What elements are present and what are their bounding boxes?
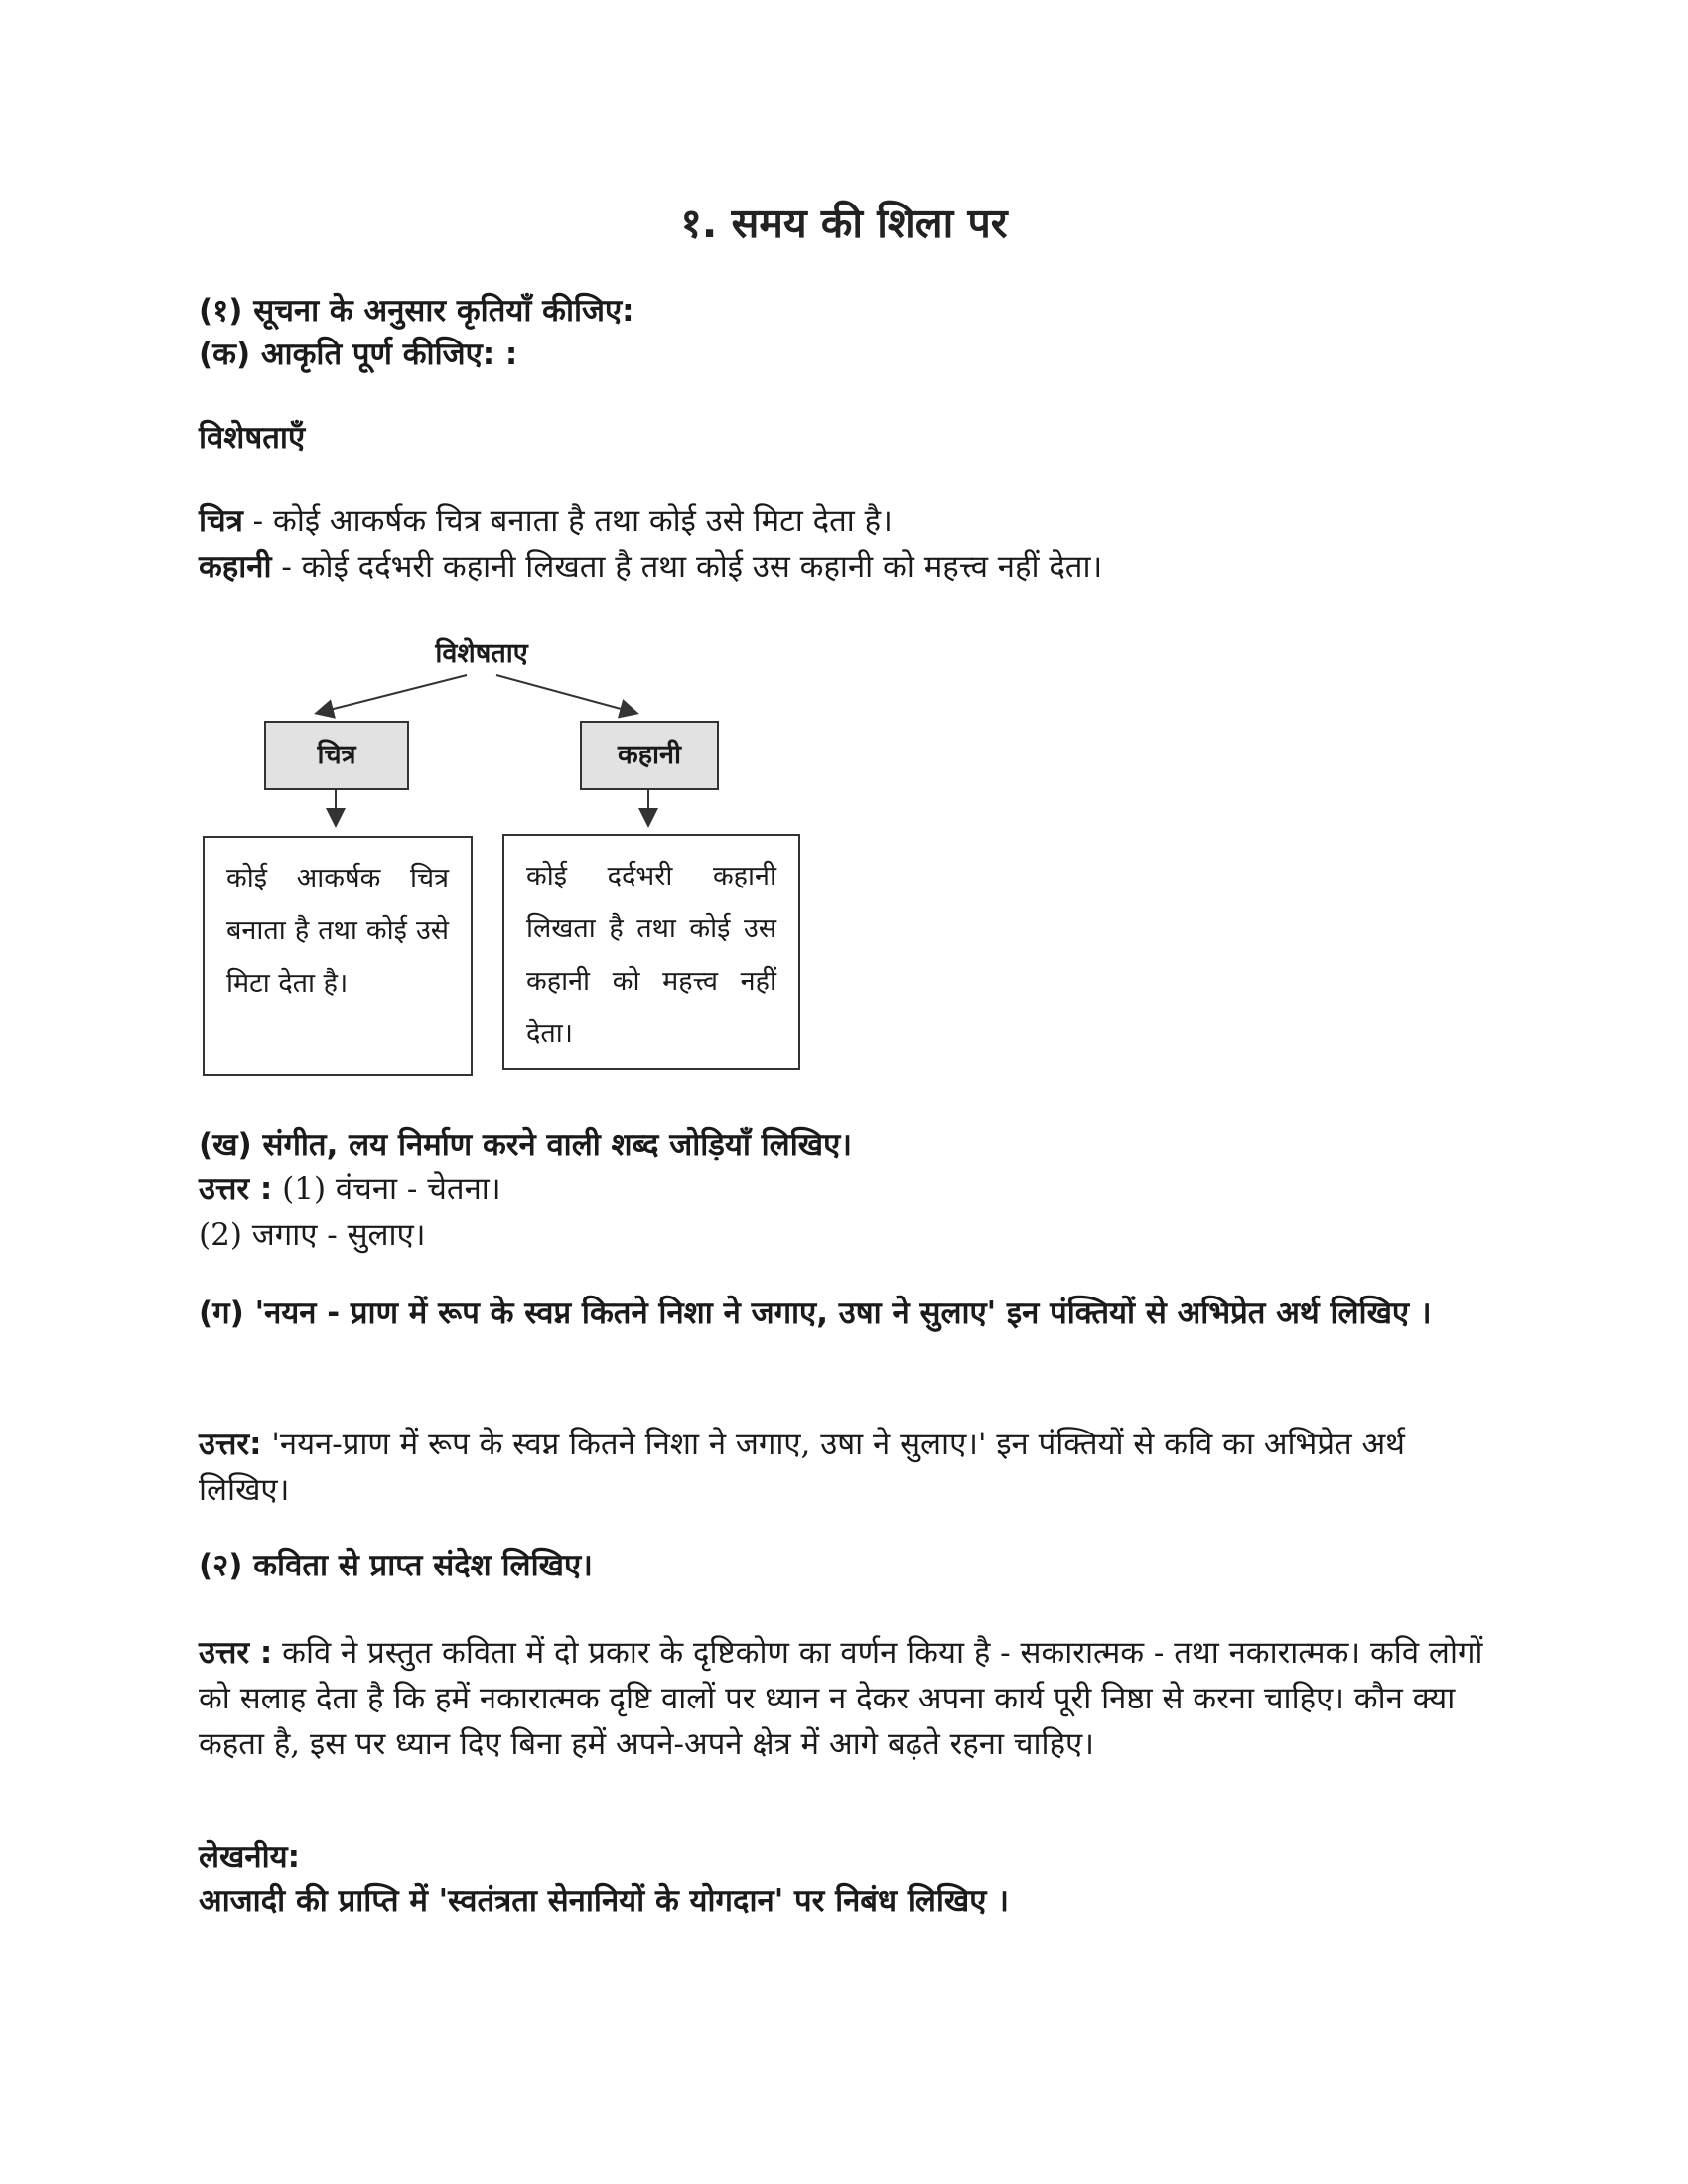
question-1-heading: (१) सूचना के अनुसार कृतियाँ कीजिए: <box>199 293 634 329</box>
feature-chitra-text: - कोई आकर्षक चित्र बनाता है तथा कोई उसे मिटा देता है। <box>242 503 893 539</box>
diagram-kahani-box: कहानी <box>580 721 719 790</box>
lekhaniya-heading: लेखनीय: <box>199 1840 300 1875</box>
ga-answer <box>199 1422 1489 1513</box>
arrow-to-chitra <box>318 675 467 713</box>
diagram-chitra-box: चित्र <box>264 721 409 790</box>
q2-answer <box>199 1630 1489 1767</box>
kha-answer-1-text: (1) वंचना - चेतना। <box>272 1171 501 1207</box>
features-diagram <box>199 625 814 1082</box>
answer-label-2: उत्तर: <box>199 1427 262 1462</box>
question-1-kha: (ख) संगीत, लय निर्माण करने वाली शब्द जोड़ियाँ लिखिए। <box>199 1127 852 1162</box>
diagram-root-label: विशेषताए <box>435 638 528 669</box>
question-2-heading: (२) कविता से प्राप्त संदेश लिखिए। <box>199 1548 593 1583</box>
ga-answer-text: 'नयन-प्राण में रूप के स्वप्न कितने निशा ने जगाए, उषा ने सुलाए।' इन पंक्तियों से कवि का अभिप्रेत अर्थ लिखिए। <box>199 1427 1405 1508</box>
q2-answer-text: कवि ने प्रस्तुत कविता में दो प्रकार के दृष्टिकोण का वर्णन किया है - सकारात्मक - तथा नकारात्मक। कवि लोगों को सलाह देता है कि हमें नकारात्मक दृष्टि वालों पर ध्यान न देकर अपना कार्य पूरी निष्ठा से करना चाहिए। कौन क्या कहता है, इस पर ध्यान दिए बिना हमें अपने-अपने क्षेत्र में आगे बढ़ते रहना चाहिए। <box>199 1635 1483 1762</box>
diagram-kahani-description: कोई दर्दभरी कहानी लिखता है तथा कोई उस कहानी को महत्त्व नहीं देता। <box>502 834 800 1070</box>
features-heading: विशेषताएँ <box>199 420 306 456</box>
feature-chitra-label: चित्र <box>199 503 243 539</box>
lekhaniya-text: आजादी की प्राप्ति में 'स्वतंत्रता सेनानियों के योगदान' पर निबंध लिखिए । <box>199 1883 1009 1919</box>
question-1-ka: (क) आकृति पूर्ण कीजिए: : <box>199 337 518 372</box>
kha-answer-1 <box>199 1166 1489 1212</box>
answer-label: उत्तर : <box>199 1171 273 1207</box>
feature-kahani-label: कहानी <box>199 549 272 585</box>
page-title: १. समय की शिला पर <box>680 200 1008 247</box>
feature-kahani-text: - कोई दर्दभरी कहानी लिखता है तथा कोई उस कहानी को महत्त्व नहीं देता। <box>271 549 1103 585</box>
kha-answer-2: (2) जगाए - सुलाए। <box>199 1217 426 1253</box>
arrow-to-kahani <box>496 675 635 713</box>
feature-chitra <box>199 498 1489 544</box>
feature-kahani <box>199 544 1489 590</box>
question-1-ga: (ग) 'नयन - प्राण में रूप के स्वप्न कितने निशा ने जगाए, उषा ने सुलाए' इन पंक्तियों से अभिप्रेत अर्थ लिखिए । <box>199 1296 1432 1331</box>
diagram-chitra-description: कोई आकर्षक चित्र बनाता है तथा कोई उसे मिटा देता है। <box>203 836 473 1076</box>
answer-label-3: उत्तर : <box>199 1635 273 1671</box>
